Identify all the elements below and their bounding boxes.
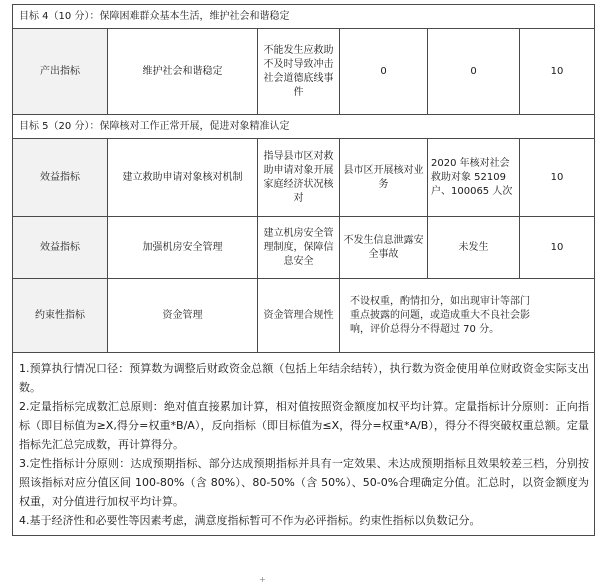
note-3: 3.定性指标计分原则：达成预期指标、部分达成预期指标并具有一定效果、未达成预期指标且效果较差三档，分别按照该指标对应分值区间 100-80%（含 80%）、80-50%（含 50%）、50-0%合理确定分值。汇总时，以资金额度为权重，对分值进行加权平均计算。: [19, 457, 589, 508]
category-cell: 产出指标: [13, 29, 108, 115]
document-page: [12, 4, 594, 536]
target-cell: 县市区开展核对业务: [340, 139, 428, 217]
constraint-note: 不设权重，酌情扣分，如出现审计等部门重点披露的问题，或造成重大不良社会影响，评价总得分不得超过 70 分。: [350, 295, 530, 335]
goal5-title: 目标 5（20 分）：保障核对工作正常开展，促进对象精准认定: [13, 115, 595, 139]
indicator-cell: 维护社会和谐稳定: [108, 29, 258, 115]
indicator-cell: 建立救助申请对象核对机制: [108, 139, 258, 217]
note-1: 1.预算执行情况口径：预算数为调整后财政资金总额（包括上年结余结转），执行数为资金使用单位财政资金实际支出数。: [19, 362, 589, 394]
standard-cell: 指导县市区对救助申请对象开展家庭经济状况核对: [258, 139, 340, 217]
actual-cell: 0: [428, 29, 520, 115]
score-cell: 10: [520, 139, 595, 217]
standard-cell: 建立机房安全管理制度，保障信息安全: [258, 217, 340, 279]
target-cell: 0: [340, 29, 428, 115]
actual-cell: 2020 年核对社会救助对象 52109 户、100065 人次: [428, 139, 520, 217]
goal5-benefit-row-2: [13, 217, 595, 279]
target-cell: 不发生信息泄露安全事故: [340, 217, 428, 279]
bottom-plus-mark: +: [259, 575, 266, 584]
indicator-cell: 加强机房安全管理: [108, 217, 258, 279]
note-4: 4.基于经济性和必要性等因素考虑，满意度指标暂可不作为必评指标。约束性指标以负数记分。: [19, 514, 481, 527]
standard-cell: 资金管理合规性: [258, 279, 340, 353]
notes-section: [12, 353, 595, 536]
goal4-title: 目标 4（10 分）：保障困难群众基本生活，维护社会和谐稳定: [13, 5, 595, 29]
standard-cell: 不能发生应救助不及时导致冲击社会道德底线事件: [258, 29, 340, 115]
category-cell: 效益指标: [13, 139, 108, 217]
note-2: 2.定量指标完成数汇总原则：绝对值直接累加计算，相对值按照资金额度加权平均计算。定量指标计分原则：正向指标（即目标值为≥X,得分=权重*B/A），反向指标（即目标值为≤X，得分=权重*A/B），得分不得突破权重总额。定量指标先汇总完成数，再计算得分。: [19, 400, 589, 451]
actual-cell: 未发生: [428, 217, 520, 279]
goal5-constraint-row: [13, 279, 595, 353]
goal4-output-row: [13, 29, 595, 115]
goal5-benefit-row-1: [13, 139, 595, 217]
indicator-cell: 资金管理: [108, 279, 258, 353]
score-cell: 10: [520, 217, 595, 279]
performance-table: [12, 4, 595, 353]
goal4-header-row: [13, 5, 595, 29]
goal5-header-row: [13, 115, 595, 139]
constraint-note-cell: [340, 279, 595, 353]
category-cell: 效益指标: [13, 217, 108, 279]
category-cell: 约束性指标: [13, 279, 108, 353]
score-cell: 10: [520, 29, 595, 115]
